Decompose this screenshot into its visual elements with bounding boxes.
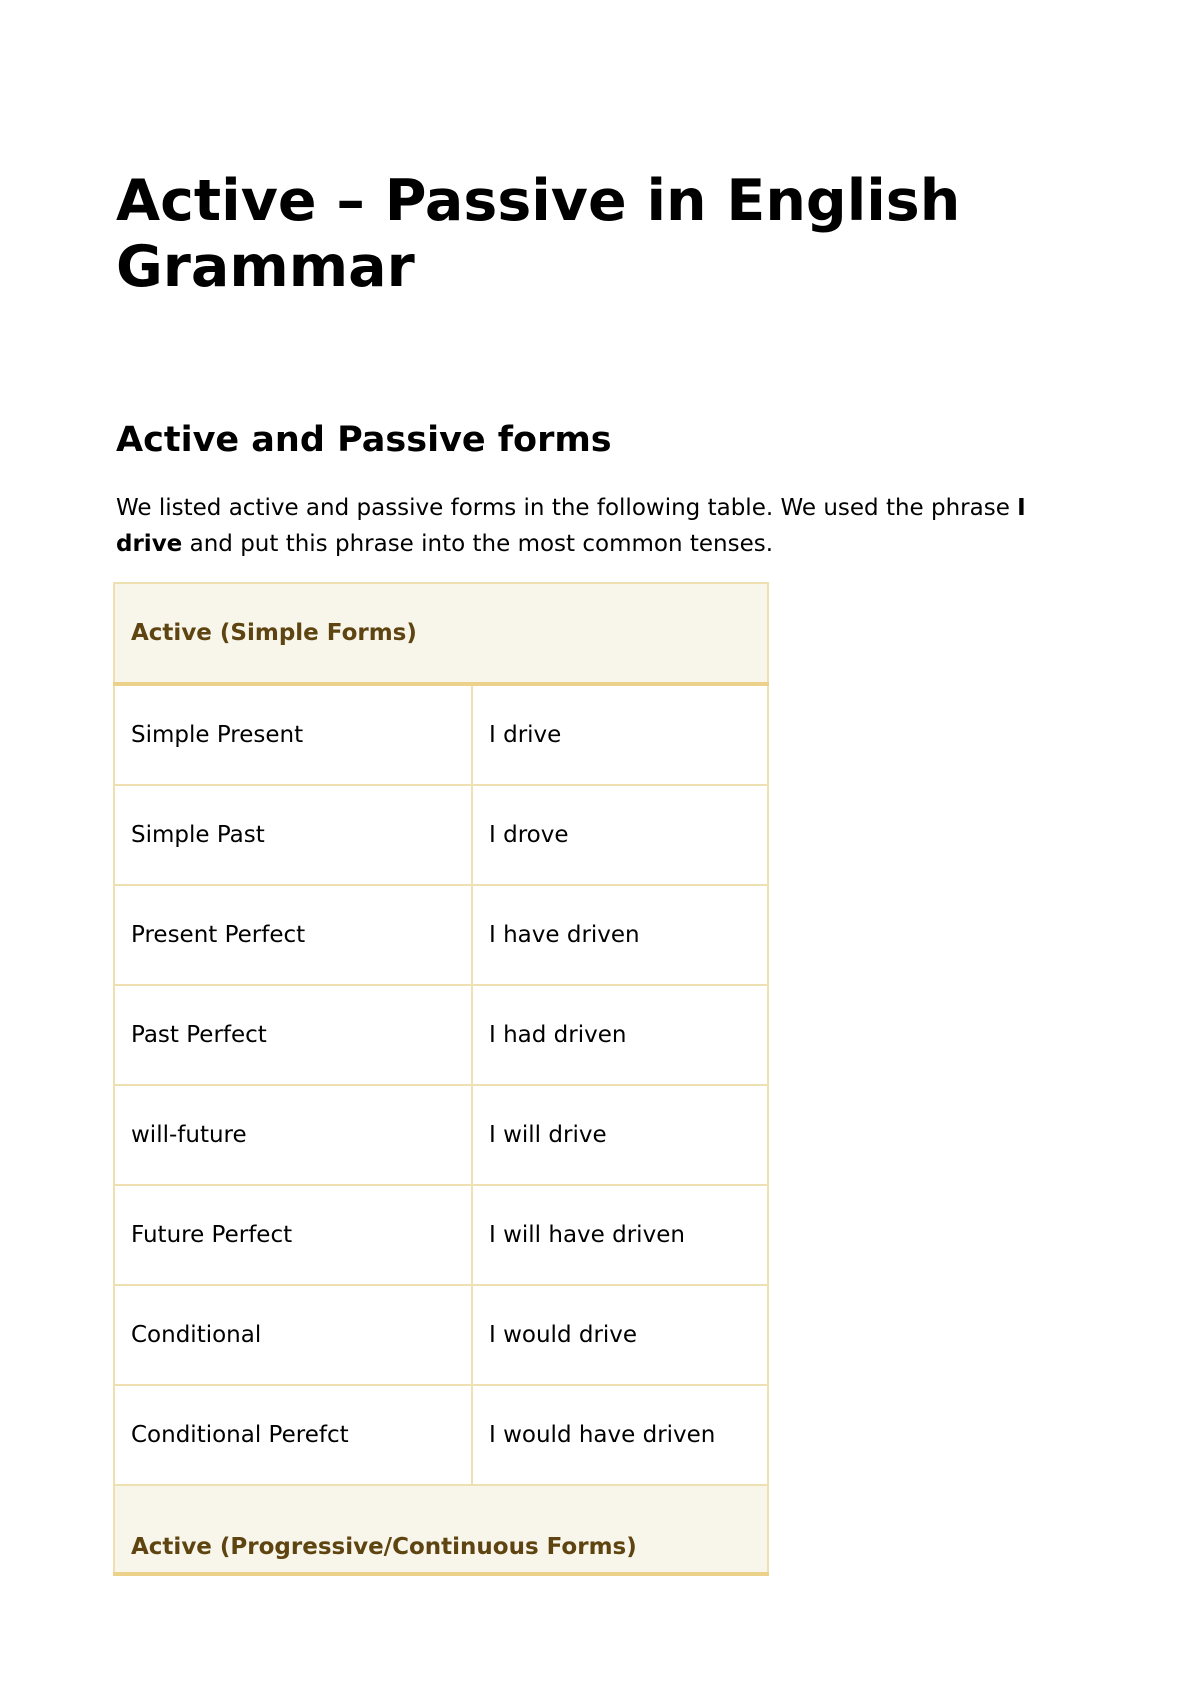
group-header-progressive: Active (Progressive/Continuous Forms)	[114, 1485, 768, 1574]
intro-phrase: I drive	[116, 495, 1026, 557]
section-heading: Active and Passive forms	[116, 420, 612, 460]
intro-text-after: and put this phrase into the most common tenses.	[182, 531, 774, 557]
active-forms-table	[113, 582, 769, 1576]
tense-cell: Simple Past	[114, 785, 472, 885]
table-row	[114, 785, 768, 885]
form-cell: I will drive	[472, 1085, 768, 1185]
tense-cell: will-future	[114, 1085, 472, 1185]
table-row	[114, 1285, 768, 1385]
form-cell: I had driven	[472, 985, 768, 1085]
form-cell: I have driven	[472, 885, 768, 985]
group-header-simple: Active (Simple Forms)	[114, 583, 768, 684]
tense-cell: Past Perfect	[114, 985, 472, 1085]
form-cell: I drive	[472, 684, 768, 785]
tense-cell: Conditional	[114, 1285, 472, 1385]
intro-paragraph	[116, 490, 1096, 562]
table-row	[114, 985, 768, 1085]
table-group-header	[114, 583, 768, 684]
form-cell: I will have driven	[472, 1185, 768, 1285]
form-cell: I would drive	[472, 1285, 768, 1385]
table-row	[114, 1385, 768, 1485]
tense-cell: Conditional Perefct	[114, 1385, 472, 1485]
table-group-header	[114, 1485, 768, 1574]
document-title: Active – Passive in English Grammar	[116, 168, 961, 300]
table-row	[114, 1085, 768, 1185]
tense-cell: Present Perfect	[114, 885, 472, 985]
form-cell: I would have driven	[472, 1385, 768, 1485]
table-row	[114, 885, 768, 985]
intro-text-before: We listed active and passive forms in the following table. We used the phrase	[116, 495, 1018, 521]
form-cell: I drove	[472, 785, 768, 885]
tense-cell: Simple Present	[114, 684, 472, 785]
table-row	[114, 684, 768, 785]
table-row	[114, 1185, 768, 1285]
tense-cell: Future Perfect	[114, 1185, 472, 1285]
